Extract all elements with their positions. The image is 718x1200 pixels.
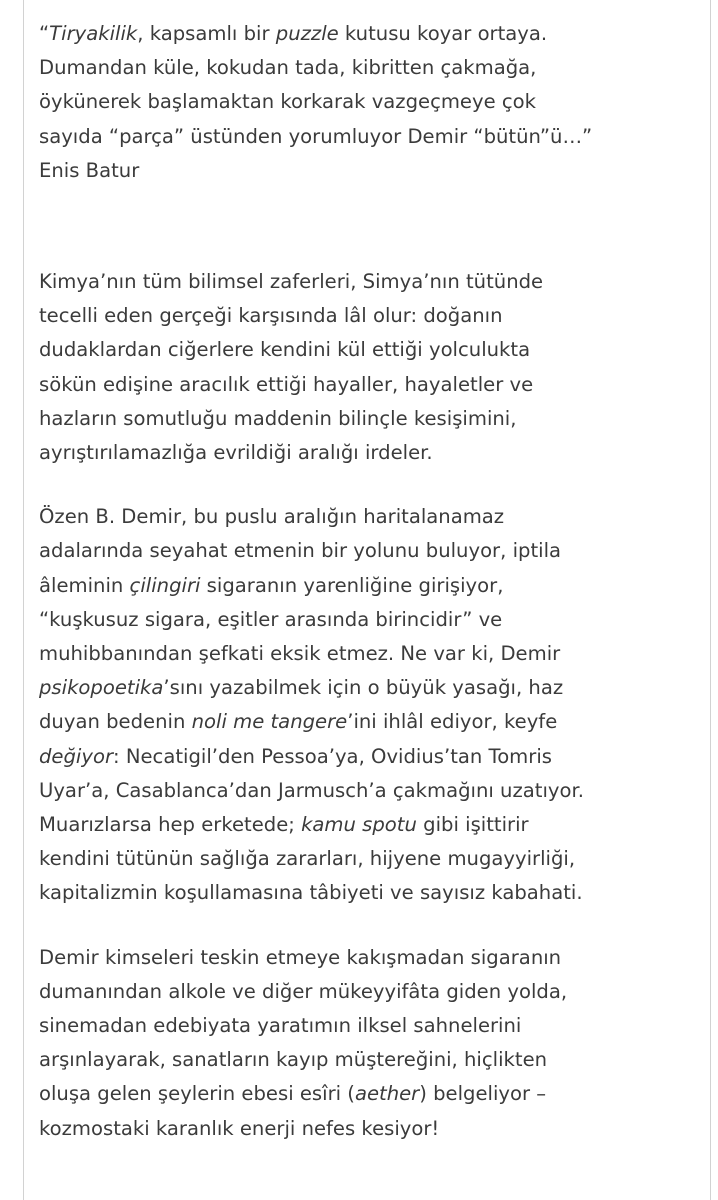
text-run: adalarında seyahat etmenin bir yolunu buluyor, iptila xyxy=(39,539,562,563)
paragraph-line xyxy=(39,333,679,367)
quote-line xyxy=(39,120,679,154)
paragraph-line xyxy=(39,941,679,975)
text-run: öykünerek başlamaktan korkarak vazgeçmeye çok xyxy=(39,90,536,114)
quote-line xyxy=(39,51,679,85)
paragraph-line xyxy=(39,265,679,299)
text-run: dudaklardan ciğerlere kendini kül ettiği yolculukta xyxy=(39,338,531,362)
paragraph-2 xyxy=(39,500,679,910)
paragraph-line xyxy=(39,842,679,876)
paragraph-line xyxy=(39,603,679,637)
italic-text: noli me tangere xyxy=(191,710,348,734)
text-run: oluşa gelen şeylerin ebesi esîri ( xyxy=(39,1082,355,1106)
paragraph-line xyxy=(39,402,679,436)
text-run: Özen B. Demir, bu puslu aralığın haritalanamaz xyxy=(39,505,505,529)
quote-line xyxy=(39,17,679,51)
text-run: ’ini ihlâl ediyor, keyfe xyxy=(347,710,558,734)
text-run: âleminin xyxy=(39,573,130,597)
text-run: sayıda “parça” üstünden yorumluyor Demir “bütün”ü…” xyxy=(39,124,593,148)
text-run: ) belgeliyor – xyxy=(419,1082,547,1106)
paragraph-line xyxy=(39,671,679,705)
paragraph-line xyxy=(39,1009,679,1043)
paragraph-line xyxy=(39,740,679,774)
paragraph-line xyxy=(39,637,679,671)
quote-line xyxy=(39,154,679,188)
text-run: “kuşkusuz sigara, eşitler arasında birincidir” ve xyxy=(39,607,503,631)
text-run: Muarızlarsa hep erketede; xyxy=(39,813,302,837)
text-run: kozmostaki karanlık enerji nefes kesiyor! xyxy=(39,1116,440,1140)
text-run: gibi işittirir xyxy=(416,813,529,837)
quote-line xyxy=(39,85,679,119)
paragraph-1 xyxy=(39,265,679,470)
text-run: , kapsamlı bir xyxy=(137,22,276,45)
paragraph-line xyxy=(39,975,679,1009)
text-run: : Necatigil’den Pessoa’ya, Ovidius’tan Tomris xyxy=(113,744,552,768)
text-run: sökün edişine aracılık ettiği hayaller, hayaletler ve xyxy=(39,372,534,396)
paragraph-3 xyxy=(39,941,679,1146)
article-body xyxy=(39,0,679,1146)
paragraph-line xyxy=(39,299,679,333)
text-run: ayrıştırılamazlığa evrildiği aralığı irdeler. xyxy=(39,441,433,465)
paragraph-line xyxy=(39,436,679,470)
text-run: ’sını yazabilmek için o büyük yasağı, haz xyxy=(163,676,564,700)
text-run: kutusu koyar ortaya. xyxy=(338,22,548,45)
paragraph-line xyxy=(39,368,679,402)
text-run: Demir kimseleri teskin etmeye kakışmadan sigaranın xyxy=(39,945,562,969)
text-run: hazların somutluğu maddenin bilinçle kesişimini, xyxy=(39,406,517,430)
text-run: arşınlayarak, sanatların kayıp müştereğini, hiçlikten xyxy=(39,1048,548,1072)
paragraph-line xyxy=(39,500,679,534)
text-run: sigaranın yarenliğine girişiyor, xyxy=(200,573,504,597)
paragraph-line xyxy=(39,534,679,568)
paragraph-line xyxy=(39,1077,679,1111)
paragraph-line xyxy=(39,705,679,739)
italic-text: puzzle xyxy=(275,22,339,45)
italic-text: kamu spotu xyxy=(301,813,417,837)
paragraph-line xyxy=(39,1043,679,1077)
text-run: kapitalizmin koşullamasına tâbiyeti ve sayısız kabahati. xyxy=(39,881,583,905)
text-run: muhibbanından şefkati eksik etmez. Ne var ki, Demir xyxy=(39,642,561,666)
text-run: Enis Batur xyxy=(39,158,140,182)
italic-text: Tiryakilik xyxy=(49,22,138,45)
paragraph-line xyxy=(39,808,679,842)
text-run: “ xyxy=(39,22,50,45)
text-run: Dumandan küle, kokudan tada, kibritten çakmağa, xyxy=(39,56,537,80)
text-run: kendini tütünün sağlığa zararları, hijyene mugayyirliği, xyxy=(39,847,576,871)
italic-text: psikopoetika xyxy=(39,676,164,700)
italic-text: aether xyxy=(354,1082,420,1106)
epigraph-quote xyxy=(39,17,679,188)
text-run: sinemadan edebiyata yaratımın ilksel sahnelerini xyxy=(39,1014,522,1038)
paragraph-line xyxy=(39,569,679,603)
paragraph-line xyxy=(39,774,679,808)
paragraph-line xyxy=(39,1112,679,1146)
italic-text: çilingiri xyxy=(129,573,201,597)
italic-text: değiyor xyxy=(39,744,114,768)
text-run: tecelli eden gerçeği karşısında lâl olur: doğanın xyxy=(39,304,503,328)
text-run: Kimya’nın tüm bilimsel zaferleri, Simya’nın tütünde xyxy=(39,270,544,294)
text-run: dumanından alkole ve diğer mükeyyifâta giden yolda, xyxy=(39,979,568,1003)
text-run: Uyar’a, Casablanca’dan Jarmusch’a çakmağını uzatıyor. xyxy=(39,778,584,802)
text-run: duyan bedenin xyxy=(39,710,192,734)
paragraph-line xyxy=(39,876,679,910)
